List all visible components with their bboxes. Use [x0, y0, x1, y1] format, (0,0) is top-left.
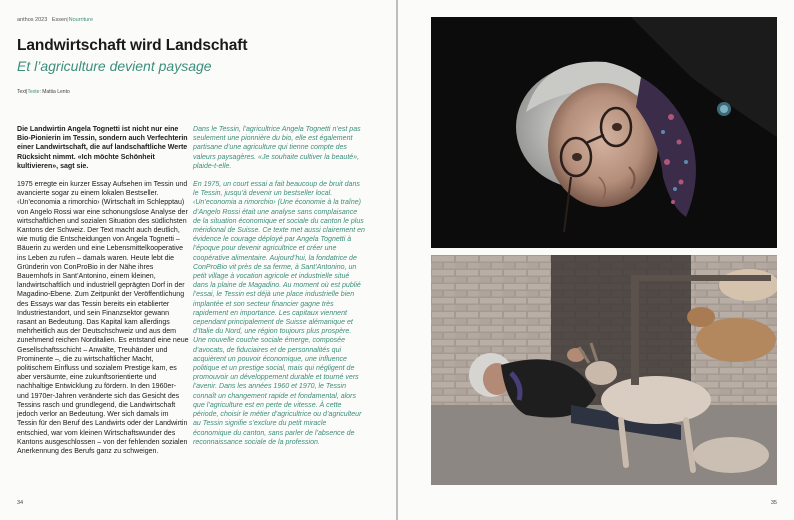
credit-label-fr: Texte: [27, 89, 40, 95]
issue-theme-de: Essen: [51, 17, 68, 23]
lead-paragraph-de: Die Landwirtin Angela Tognetti ist nicht nur eine Bio-Pionierin im Tessin, sondern auch Verfechterin einer Landwirtschaft, die auf landschaftliche Werte Rücksicht nimmt. «Ich möchte Schönheit kultivieren», sagt sie.: [17, 126, 188, 170]
page-number-left: 34: [17, 500, 24, 506]
portrait-photo-illustration: [431, 17, 777, 248]
author-name: Mattia Lento: [42, 89, 70, 95]
goats-photo: [431, 255, 777, 485]
body-paragraph-de: 1975 erregte ein kurzer Essay Aufsehen im Tessin und avancierte sogar zu einem lokalen Bestseller. ‹Un’economia a rimorchio› (Wirtschaft im Schlepptau) von Angelo Rossi war eine schonungslose Analyse der wirtschaftlichen und sozialen Situation des südlichsten Kantons der Schweiz. Der Text macht auch deutlich, wie mutig die Entscheidungen von Angela Tognetti – Bäuerin zu werden und eine Lebensmittelkooperative ins Leben zu rufen – damals waren. Heute lebt die Gründerin von ConProBio in der Nähe ihres Bauernhofs in Sant’Antonino, einem kleinen, landwirtschaftlich und industriell geprägten Dorf in der Magadino-Ebene. Zum Zeitpunkt der Veröffentlichung des Essays war das Tessin bereits ein etablierter Industriestandort, und sein Finanzsektor gewann rasant an Bedeutung. Das Kapital kam allerdings mehrheitlich aus der Deutschschweiz und aus dem zunehmend reichen Norditalien. Es entstand eine neue Gesellschaftsschicht – Anwälte, Treuhänder und Prominente –, die zu wirtschaftlicher Macht, politischem Einfluss und sozialem Prestige kam, es aber versäumte, eine zukunftsorientierte und nachhaltige Entwicklung zu fördern. In den 1960er- und 1970er-Jahren veränderte sich das Gesicht des Tessins rasch und grundlegend, die Landwirtschaft jedoch verlor an Bedeutung. Wer sich damals im Tessin für den Beruf des Landwirts oder der Landwirtin entschied, war vom kleinen Wirtschaftswunder des Kantons ausgeschlossen – von der fehlenden sozialen Anerkennung des Berufs ganz zu schweigen.: [17, 181, 189, 455]
article-column-fr: [193, 125, 365, 447]
article-column-de: [17, 125, 189, 456]
magazine-name: anthos 2023: [17, 17, 48, 23]
issue-theme-fr: Nourriture: [68, 17, 94, 23]
credit-label-de: Text: [17, 89, 27, 95]
body-paragraph-fr: En 1975, un court essai a fait beaucoup de bruit dans le Tessin, jusqu’à devenir un bestseller local. ‹Un’economia a rimorchio› (Une économie à la traîne) d’Angelo Rossi était une analyse sans complaisance de la situation économique et sociale du canton le plus méridional de Suisse. Ce texte met aussi clairement en évidence le courage déployé par Angela Tognetti à l’époque pour devenir agricultrice et créer une coopérative alimentaire. Aujourd’hui, la fondatrice de ConProBio vit près de sa ferme, à Sant’Antonino, un petit village à vocation agricole et industrielle situé dans la plaine de Magadino. Au moment où est publié l’essai, le Tessin est déjà une place industrielle bien implantée et son secteur financier gagne très rapidement en importance. Les capitaux viennent cependant principalement de Suisse alémanique et d’Italie du Nord, une région toujours plus prospère. Une nouvelle couche sociale émerge, composée d’avocats, de fiduciaires et de personnalités qui acquièrent un pouvoir économique, une influence politique et un prestige social, mais qui négligent de promouvoir un développement durable et tourné vers l’avenir. Dans les années 1960 et 1970, le Tessin connaît un changement rapide et fondamental, alors que l’agriculture est en perte de vitesse. À cette période, choisir le métier d’agricultrice ou d’agriculteur au Tessin signifie s’exclure du petit miracle économique du canton, sans parler de l’absence de reconnaissance sociale de la profession.: [193, 181, 365, 446]
lead-paragraph-fr: Dans le Tessin, l’agricultrice Angela Tognetti n’est pas seulement une pionnière du bio, elle est également partisane d’une agriculture qui tienne compte des valeurs paysagères. «Je souhaite cultiver la beauté», plaide-t-elle.: [193, 126, 361, 170]
author-credit: Text|Texte: Mattia Lento: [17, 89, 70, 95]
goats-photo-illustration: [431, 255, 777, 485]
article-title-de: Landwirtschaft wird Landschaft: [17, 37, 248, 54]
left-page: [0, 0, 396, 520]
right-page: [398, 0, 794, 520]
running-head: anthos 2023 Essen|Nourriture: [17, 17, 94, 23]
portrait-photo: [431, 17, 777, 248]
page-number-right: 35: [770, 500, 777, 506]
article-title-fr: Et l’agriculture devient paysage: [17, 58, 212, 74]
